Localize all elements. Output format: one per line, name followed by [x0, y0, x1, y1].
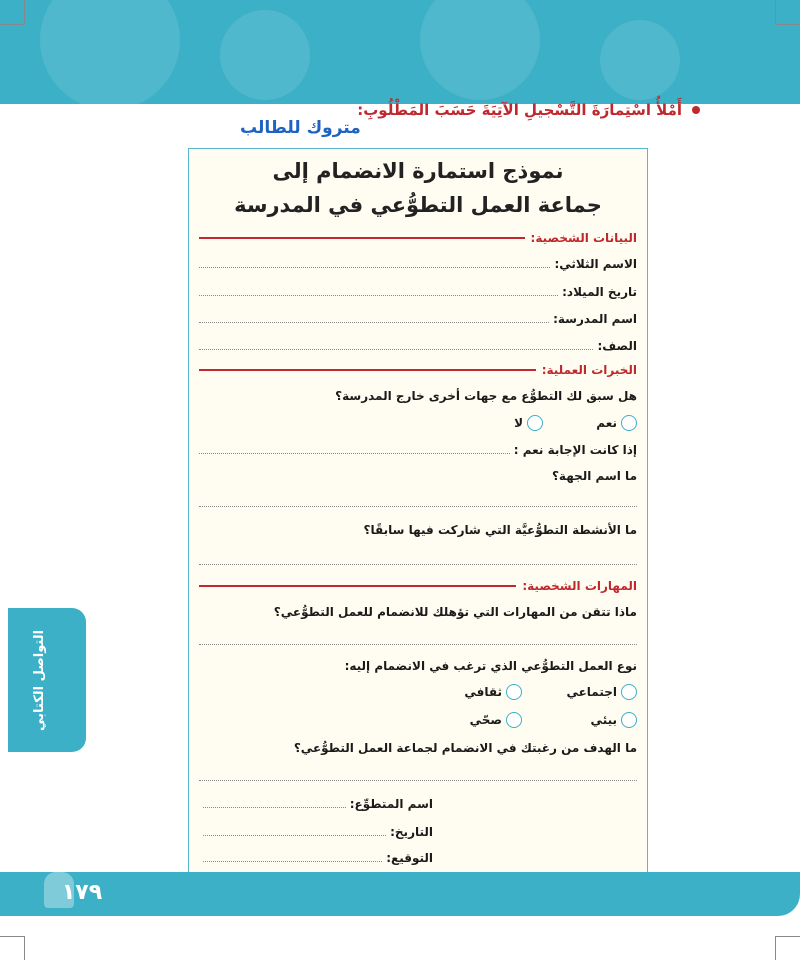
radio-icon[interactable]: [621, 684, 637, 700]
birth-date-field[interactable]: [199, 281, 637, 299]
option-label: اجتماعي: [566, 685, 617, 699]
radio-icon[interactable]: [506, 684, 522, 700]
date-field[interactable]: [203, 821, 433, 839]
option-label: لا: [514, 416, 523, 430]
top-banner: [0, 0, 800, 104]
field-label: التوقيع:: [386, 851, 433, 865]
school-name-field[interactable]: [199, 308, 637, 326]
field-label: اسم المتطوِّع:: [349, 797, 433, 811]
answer-line[interactable]: [203, 834, 386, 836]
entity-question: ما اسم الجهة؟: [551, 469, 637, 483]
chapter-label: التواصل الكتابي: [32, 629, 47, 731]
option-label: نعم: [596, 416, 617, 430]
answer-line[interactable]: [199, 266, 550, 268]
answer-line[interactable]: [199, 321, 549, 323]
field-label: التاريخ:: [390, 825, 433, 839]
crop-mark: [24, 0, 25, 24]
option-cultural[interactable]: [464, 684, 522, 700]
section-heading: المهارات الشخصية:: [522, 579, 637, 593]
crop-mark: [0, 24, 24, 25]
activities-question: ما الأنشطة التطوُّعيَّة التي شاركت فيها سابقًا؟: [363, 523, 637, 537]
answer-line[interactable]: [203, 806, 346, 808]
if-yes-field[interactable]: [199, 439, 637, 457]
answer-line[interactable]: [199, 563, 637, 565]
volunteer-type-question: نوع العمل التطوُّعي الذي ترغب في الانضمام إليه:: [344, 659, 637, 673]
goal-question: ما الهدف من رغبتك في الانضمام لجماعة العمل التطوُّعي؟: [293, 741, 637, 755]
option-yes[interactable]: [596, 415, 637, 431]
option-health[interactable]: [470, 712, 522, 728]
field-label: تاريخ الميلاد:: [562, 285, 637, 299]
section-divider: [199, 585, 516, 587]
crop-mark: [24, 936, 25, 960]
section-heading: البيانات الشخصية:: [530, 231, 637, 245]
option-environmental[interactable]: [591, 712, 637, 728]
option-social[interactable]: [566, 684, 637, 700]
section-divider: [199, 369, 536, 371]
answer-line[interactable]: [199, 452, 510, 454]
page-number: ١٧٩: [61, 880, 103, 905]
section-skills: [199, 577, 637, 595]
field-label: اسم المدرسة:: [553, 312, 637, 326]
form-title-line-2: جماعة العمل التطوُّعي في المدرسة: [234, 193, 602, 217]
student-note: متروك للطالب: [240, 118, 361, 138]
section-heading: الخبرات العملية:: [541, 363, 637, 377]
signature-field[interactable]: [203, 847, 433, 865]
radio-icon[interactable]: [506, 712, 522, 728]
answer-line[interactable]: [199, 348, 593, 350]
option-no[interactable]: [514, 415, 543, 431]
chapter-side-tab: [8, 608, 86, 752]
answer-line[interactable]: [199, 779, 637, 781]
field-label: الصف:: [597, 339, 637, 353]
form-title-line-1: نموذج استمارة الانضمام إلى: [272, 159, 564, 183]
radio-icon[interactable]: [527, 415, 543, 431]
section-divider: [199, 237, 525, 239]
radio-icon[interactable]: [621, 712, 637, 728]
answer-line[interactable]: [199, 643, 637, 645]
grade-field[interactable]: [199, 335, 637, 353]
crop-mark: [776, 24, 800, 25]
option-label: ثقافي: [464, 685, 502, 699]
answer-line[interactable]: [199, 505, 637, 507]
crop-mark: [775, 936, 776, 960]
crop-mark: [0, 936, 24, 937]
registration-form: [188, 148, 648, 874]
option-label: صحّي: [469, 713, 502, 727]
instruction-text: أَمْلأُ اسْتِمارَةَ التَّسْجيلِ الآتِيَةَ حَسَبَ المَطْلُوبِ:: [357, 101, 682, 119]
instruction: [140, 96, 700, 124]
field-label: إذا كانت الإجابة نعم :: [513, 443, 637, 457]
field-label: الاسم الثلاثي:: [554, 257, 637, 271]
section-experience: [199, 361, 637, 379]
crop-mark: [776, 936, 800, 937]
bullet-icon: [692, 106, 700, 114]
crop-mark: [775, 0, 776, 24]
skills-question: ماذا تتقن من المهارات التي تؤهلك للانضمام للعمل التطوُّعي؟: [273, 605, 637, 619]
volunteer-name-field[interactable]: [203, 793, 433, 811]
answer-line[interactable]: [203, 860, 382, 862]
answer-line[interactable]: [199, 294, 558, 296]
full-name-field[interactable]: [199, 253, 637, 271]
option-label: بيئي: [590, 713, 617, 727]
prior-volunteering-question: هل سبق لك التطوُّع مع جهات أخرى خارج المدرسة؟: [335, 389, 637, 403]
radio-icon[interactable]: [621, 415, 637, 431]
section-personal-data: [199, 229, 637, 247]
